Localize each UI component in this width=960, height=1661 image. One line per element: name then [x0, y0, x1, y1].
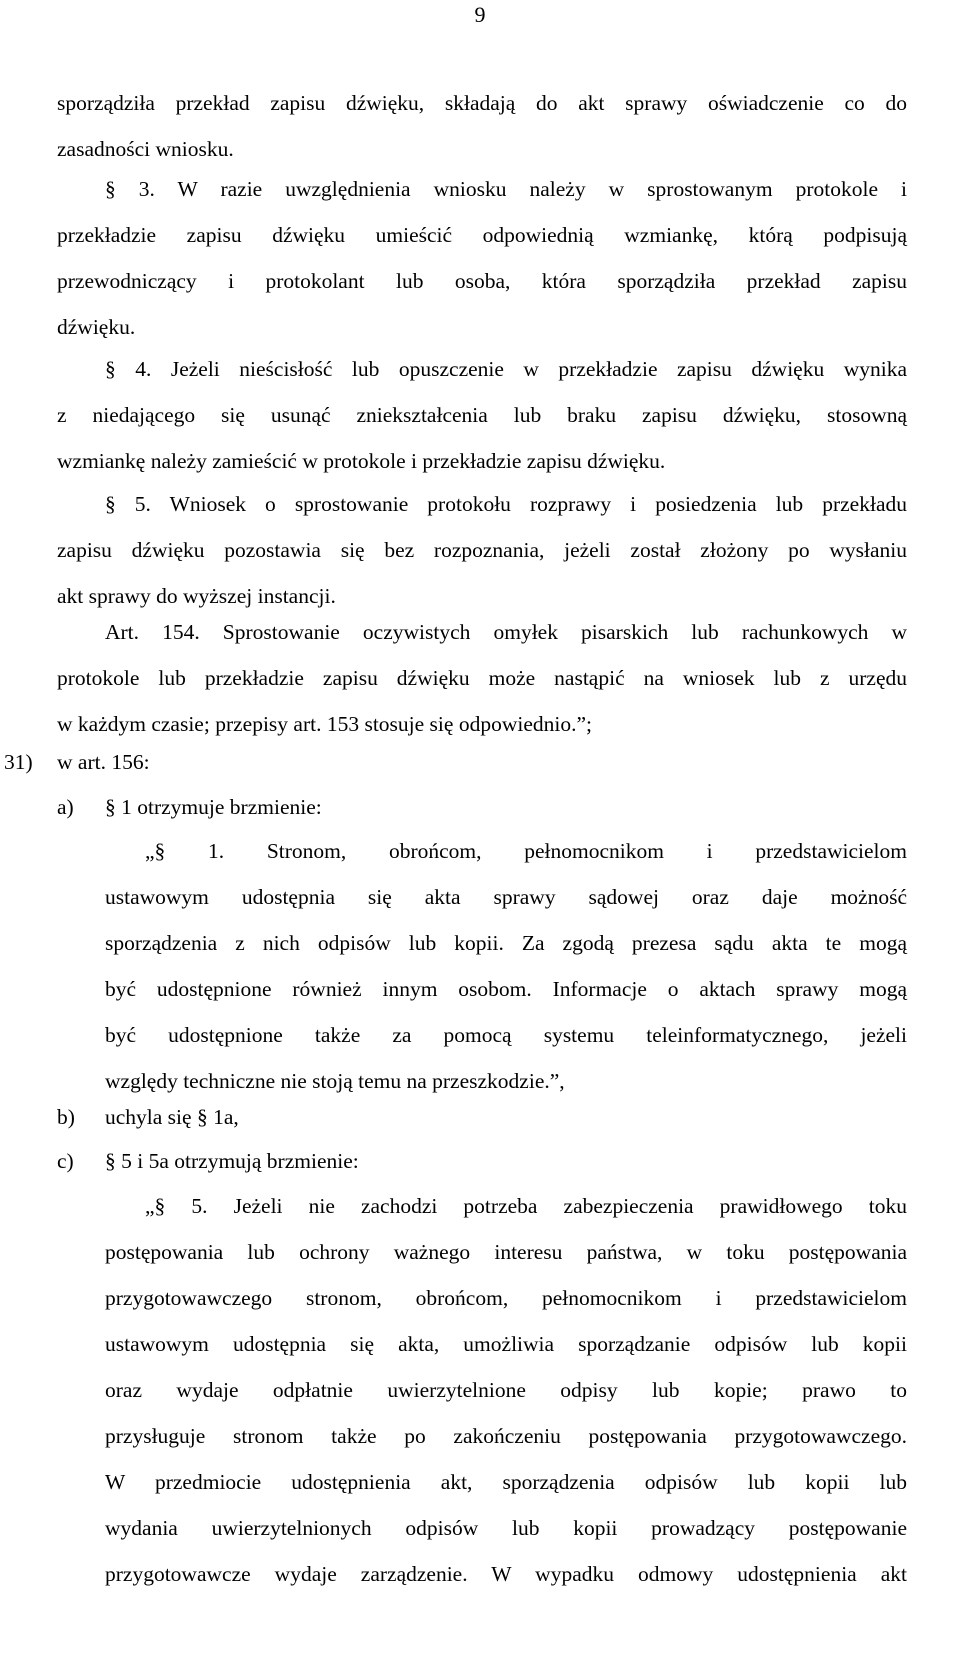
text-line: przewodniczący i protokolant lub osoba, która sporządziła przekład zapisu: [57, 269, 907, 293]
list-item-text: w art. 156:: [57, 750, 150, 774]
text-line: zapisu dźwięku pozostawia się bez rozpoznania, jeżeli został złożony po wysłaniu: [57, 538, 907, 562]
sub-item-text: § 5 i 5a otrzymują brzmienie:: [105, 1149, 359, 1173]
text-line: przygotowawcze wydaje zarządzenie. W wypadku odmowy udostępnienia akt: [105, 1562, 907, 1586]
sub-item-b: [57, 1094, 907, 1140]
text-line: przygotowawczego stronom, obrońcom, pełnomocnikom i przedstawicielom: [105, 1286, 907, 1310]
paragraph-section-3: [57, 166, 907, 350]
text-line: akt sprawy do wyższej instancji.: [57, 584, 336, 608]
paragraph-section-5: [57, 481, 907, 619]
sub-item-marker: a): [57, 795, 74, 819]
quoted-section-5: [105, 1183, 907, 1597]
paragraph-continuation: [57, 80, 907, 172]
text-line: Art. 154. Sprostowanie oczywistych omyłek pisarskich lub rachunkowych w: [105, 620, 907, 644]
text-line: ustawowym udostępnia się akta sprawy sądowej oraz daje możność: [105, 885, 907, 909]
text-line: „§ 5. Jeżeli nie zachodzi potrzeba zabezpieczenia prawidłowego toku: [145, 1194, 907, 1218]
paragraph-article-154: [57, 609, 907, 747]
list-marker: 31): [4, 750, 33, 774]
sub-item-text: uchyla się § 1a,: [105, 1105, 239, 1129]
text-line: być udostępnione także za pomocą systemu teleinformatycznego, jeżeli: [105, 1023, 907, 1047]
text-line: oraz wydaje odpłatnie uwierzytelnione odpisy lub kopie; prawo to: [105, 1378, 907, 1402]
list-item-31: [4, 739, 904, 785]
text-line: § 3. W razie uwzględnienia wniosku należy w sprostowanym protokole i: [105, 177, 907, 201]
sub-item-a: [57, 784, 907, 830]
text-line: względy techniczne nie stoją temu na przeszkodzie.”,: [105, 1069, 565, 1093]
sub-item-text: § 1 otrzymuje brzmienie:: [105, 795, 322, 819]
text-line: postępowania lub ochrony ważnego interesu państwa, w toku postępowania: [105, 1240, 907, 1264]
text-line: być udostępnione również innym osobom. Informacje o aktach sprawy mogą: [105, 977, 907, 1001]
text-line: protokole lub przekładzie zapisu dźwięku może nastąpić na wniosek lub z urzędu: [57, 666, 907, 690]
page-number: 9: [474, 2, 486, 27]
sub-item-marker: b): [57, 1105, 75, 1129]
sub-item-c: [57, 1138, 907, 1184]
text-line: przekładzie zapisu dźwięku umieścić odpowiednią wzmiankę, którą podpisują: [57, 223, 907, 247]
text-line: dźwięku.: [57, 315, 136, 339]
paragraph-section-4: [57, 346, 907, 484]
text-line: sporządzenia z nich odpisów lub kopii. Za zgodą prezesa sądu akta te mogą: [105, 931, 907, 955]
text-line: w każdym czasie; przepisy art. 153 stosuje się odpowiednio.”;: [57, 712, 592, 736]
text-line: wzmiankę należy zamieścić w protokole i przekładzie zapisu dźwięku.: [57, 449, 666, 473]
text-line: przysługuje stronom także po zakończeniu postępowania przygotowawczego.: [105, 1424, 907, 1448]
text-line: § 5. Wniosek o sprostowanie protokołu rozprawy i posiedzenia lub przekładu: [105, 492, 907, 516]
text-line: § 4. Jeżeli nieścisłość lub opuszczenie w przekładzie zapisu dźwięku wynika: [105, 357, 907, 381]
text-line: W przedmiocie udostępnienia akt, sporządzenia odpisów lub kopii lub: [105, 1470, 907, 1494]
text-line: „§ 1. Stronom, obrońcom, pełnomocnikom i przedstawicielom: [145, 839, 907, 863]
text-line: ustawowym udostępnia się akta, umożliwia sporządzanie odpisów lub kopii: [105, 1332, 907, 1356]
text-line: wydania uwierzytelnionych odpisów lub kopii prowadzący postępowanie: [105, 1516, 907, 1540]
text-line: zasadności wniosku.: [57, 137, 234, 161]
text-line: z niedającego się usunąć zniekształcenia lub braku zapisu dźwięku, stosowną: [57, 403, 907, 427]
sub-item-marker: c): [57, 1149, 74, 1173]
quoted-section-1: [105, 828, 907, 1104]
text-line: sporządziła przekład zapisu dźwięku, składają do akt sprawy oświadczenie co do: [57, 91, 907, 115]
